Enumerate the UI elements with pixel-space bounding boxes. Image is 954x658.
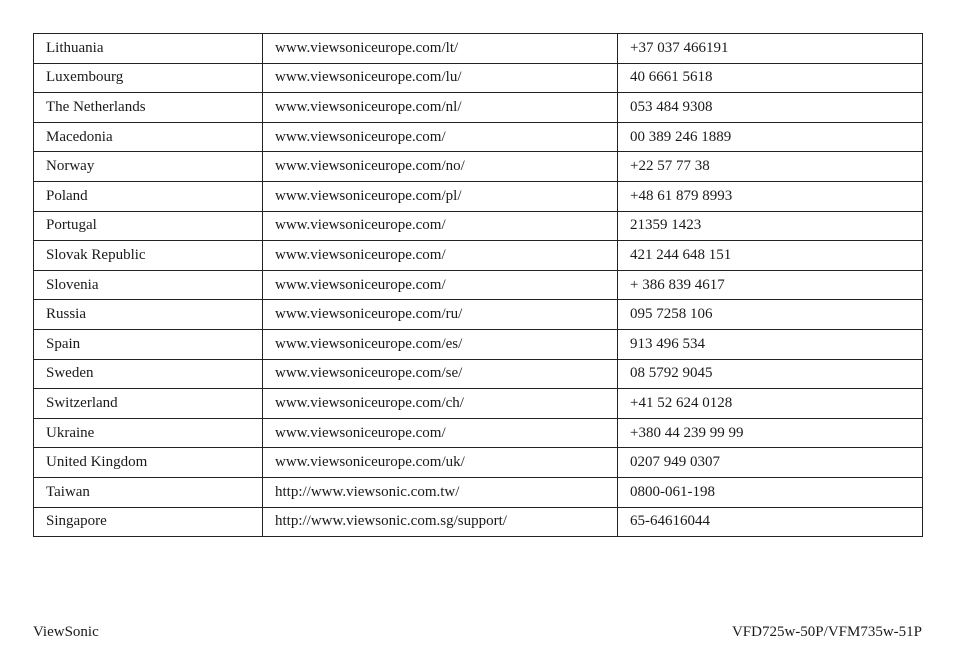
website-cell: http://www.viewsonic.com.sg/support/	[263, 507, 618, 537]
website-cell: www.viewsoniceurope.com/no/	[263, 152, 618, 182]
country-cell: Lithuania	[34, 34, 263, 64]
phone-cell: 21359 1423	[618, 211, 923, 241]
phone-cell: +48 61 879 8993	[618, 181, 923, 211]
website-cell: http://www.viewsonic.com.tw/	[263, 477, 618, 507]
table-row	[34, 241, 923, 271]
phone-cell: + 386 839 4617	[618, 270, 923, 300]
phone-cell: 08 5792 9045	[618, 359, 923, 389]
phone-cell: +41 52 624 0128	[618, 389, 923, 419]
country-cell: Sweden	[34, 359, 263, 389]
website-cell: www.viewsoniceurope.com/	[263, 122, 618, 152]
table-row	[34, 359, 923, 389]
country-cell: Norway	[34, 152, 263, 182]
website-cell: www.viewsoniceurope.com/	[263, 270, 618, 300]
country-cell: Macedonia	[34, 122, 263, 152]
phone-cell: 095 7258 106	[618, 300, 923, 330]
contact-table-body	[34, 34, 923, 537]
country-cell: Slovak Republic	[34, 241, 263, 271]
website-cell: www.viewsoniceurope.com/lt/	[263, 34, 618, 64]
phone-cell: 913 496 534	[618, 329, 923, 359]
phone-cell: +380 44 239 99 99	[618, 418, 923, 448]
country-cell: Singapore	[34, 507, 263, 537]
table-row	[34, 389, 923, 419]
website-cell: www.viewsoniceurope.com/nl/	[263, 93, 618, 123]
country-cell: Poland	[34, 181, 263, 211]
website-cell: www.viewsoniceurope.com/	[263, 241, 618, 271]
table-row	[34, 181, 923, 211]
country-cell: Slovenia	[34, 270, 263, 300]
website-cell: www.viewsoniceurope.com/ru/	[263, 300, 618, 330]
phone-cell: +22 57 77 38	[618, 152, 923, 182]
country-cell: The Netherlands	[34, 93, 263, 123]
footer-brand: ViewSonic	[33, 624, 99, 640]
table-row	[34, 329, 923, 359]
phone-cell: 40 6661 5618	[618, 63, 923, 93]
table-row	[34, 122, 923, 152]
website-cell: www.viewsoniceurope.com/se/	[263, 359, 618, 389]
phone-cell: 053 484 9308	[618, 93, 923, 123]
phone-cell: 0800-061-198	[618, 477, 923, 507]
country-cell: Luxembourg	[34, 63, 263, 93]
phone-cell: 00 389 246 1889	[618, 122, 923, 152]
table-row	[34, 152, 923, 182]
website-cell: www.viewsoniceurope.com/lu/	[263, 63, 618, 93]
table-row	[34, 300, 923, 330]
country-cell: Russia	[34, 300, 263, 330]
country-cell: United Kingdom	[34, 448, 263, 478]
website-cell: www.viewsoniceurope.com/es/	[263, 329, 618, 359]
footer-model: VFD725w-50P/VFM735w-51P	[731, 624, 922, 640]
website-cell: www.viewsoniceurope.com/uk/	[263, 448, 618, 478]
table-row	[34, 34, 923, 64]
table-row	[34, 63, 923, 93]
table-row	[34, 418, 923, 448]
table-row	[34, 211, 923, 241]
website-cell: www.viewsoniceurope.com/	[263, 211, 618, 241]
website-cell: www.viewsoniceurope.com/	[263, 418, 618, 448]
country-cell: Portugal	[34, 211, 263, 241]
phone-cell: 421 244 648 151	[618, 241, 923, 271]
country-cell: Taiwan	[34, 477, 263, 507]
phone-cell: 65-64616044	[618, 507, 923, 537]
contact-table	[33, 33, 923, 537]
table-row	[34, 93, 923, 123]
country-cell: Switzerland	[34, 389, 263, 419]
phone-cell: 0207 949 0307	[618, 448, 923, 478]
website-cell: www.viewsoniceurope.com/ch/	[263, 389, 618, 419]
table-row	[34, 270, 923, 300]
website-cell: www.viewsoniceurope.com/pl/	[263, 181, 618, 211]
country-cell: Ukraine	[34, 418, 263, 448]
table-row	[34, 507, 923, 537]
table-row	[34, 477, 923, 507]
table-row	[34, 448, 923, 478]
phone-cell: +37 037 466191	[618, 34, 923, 64]
country-cell: Spain	[34, 329, 263, 359]
